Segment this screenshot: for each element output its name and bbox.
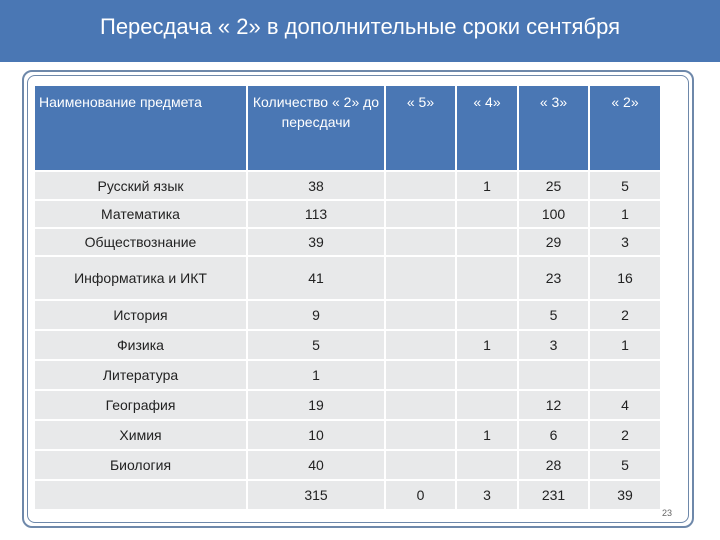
count-cell: 41: [248, 257, 384, 299]
count-cell: 9: [248, 301, 384, 329]
grade-4-cell: [457, 229, 517, 255]
grade-2-cell: 5: [590, 451, 660, 479]
count-cell: 1: [248, 361, 384, 389]
grade-3-cell: 6: [519, 421, 588, 449]
grade-2-cell: 1: [590, 331, 660, 359]
table-header-row: [35, 86, 660, 170]
grade-3-cell: 28: [519, 451, 588, 479]
grade-2-cell: 2: [590, 301, 660, 329]
table-row: [35, 172, 660, 199]
grade-3-cell: 23: [519, 257, 588, 299]
header-subject: Наименование предмета: [35, 86, 246, 170]
grade-3-cell: 25: [519, 172, 588, 199]
grade-5-cell: [386, 301, 455, 329]
grade-2-cell: [590, 361, 660, 389]
grade-5-cell: [386, 451, 455, 479]
grade-2-cell: 2: [590, 421, 660, 449]
table-row: [35, 201, 660, 227]
grade-5-cell: [386, 361, 455, 389]
header-grade-3: « 3»: [519, 86, 588, 170]
grade-4-cell: [457, 201, 517, 227]
total-grade-5-cell: 0: [386, 481, 455, 509]
count-cell: 113: [248, 201, 384, 227]
header-count: Количество « 2» до пересдачи: [248, 86, 384, 170]
subject-cell: География: [35, 391, 246, 419]
grade-2-cell: 3: [590, 229, 660, 255]
table-row: [35, 331, 660, 359]
header-grade-4: « 4»: [457, 86, 517, 170]
retake-table: [33, 84, 662, 511]
count-cell: 38: [248, 172, 384, 199]
header-grade-2: « 2»: [590, 86, 660, 170]
grade-5-cell: [386, 331, 455, 359]
total-grade-3-cell: 231: [519, 481, 588, 509]
count-cell: 10: [248, 421, 384, 449]
subject-cell: Литература: [35, 361, 246, 389]
grade-2-cell: 5: [590, 172, 660, 199]
page-number: 23: [662, 508, 673, 518]
grade-3-cell: 100: [519, 201, 588, 227]
table-row: [35, 257, 660, 299]
subject-cell: Русский язык: [35, 172, 246, 199]
grade-2-cell: 4: [590, 391, 660, 419]
total-grade-2-cell: 39: [590, 481, 660, 509]
grade-4-cell: 1: [457, 331, 517, 359]
grade-5-cell: [386, 229, 455, 255]
table-row: [35, 301, 660, 329]
grade-5-cell: [386, 257, 455, 299]
grade-5-cell: [386, 421, 455, 449]
grade-4-cell: [457, 361, 517, 389]
grade-3-cell: 3: [519, 331, 588, 359]
grade-4-cell: [457, 391, 517, 419]
slide-title: Пересдача « 2» в дополнительные сроки сентября: [100, 14, 620, 39]
grade-3-cell: [519, 361, 588, 389]
table-row: [35, 451, 660, 479]
grade-4-cell: [457, 257, 517, 299]
subject-cell: Биология: [35, 451, 246, 479]
grade-5-cell: [386, 391, 455, 419]
grade-4-cell: 1: [457, 421, 517, 449]
subject-cell: Физика: [35, 331, 246, 359]
total-label-cell: [35, 481, 246, 509]
grade-4-cell: 1: [457, 172, 517, 199]
table-row: [35, 361, 660, 389]
subject-cell: Информатика и ИКТ: [35, 257, 246, 299]
total-grade-4-cell: 3: [457, 481, 517, 509]
table-row: [35, 421, 660, 449]
grade-3-cell: 29: [519, 229, 588, 255]
grade-5-cell: [386, 201, 455, 227]
total-count-cell: 315: [248, 481, 384, 509]
subject-cell: Обществознание: [35, 229, 246, 255]
subject-cell: Математика: [35, 201, 246, 227]
grade-3-cell: 5: [519, 301, 588, 329]
header-grade-5: « 5»: [386, 86, 455, 170]
table-row: [35, 229, 660, 255]
table-total-row: [35, 481, 660, 509]
count-cell: 39: [248, 229, 384, 255]
subject-cell: История: [35, 301, 246, 329]
grade-2-cell: 1: [590, 201, 660, 227]
count-cell: 19: [248, 391, 384, 419]
count-cell: 40: [248, 451, 384, 479]
table-row: [35, 391, 660, 419]
subject-cell: Химия: [35, 421, 246, 449]
grade-5-cell: [386, 172, 455, 199]
grade-2-cell: 16: [590, 257, 660, 299]
grade-4-cell: [457, 451, 517, 479]
grade-4-cell: [457, 301, 517, 329]
grade-3-cell: 12: [519, 391, 588, 419]
count-cell: 5: [248, 331, 384, 359]
